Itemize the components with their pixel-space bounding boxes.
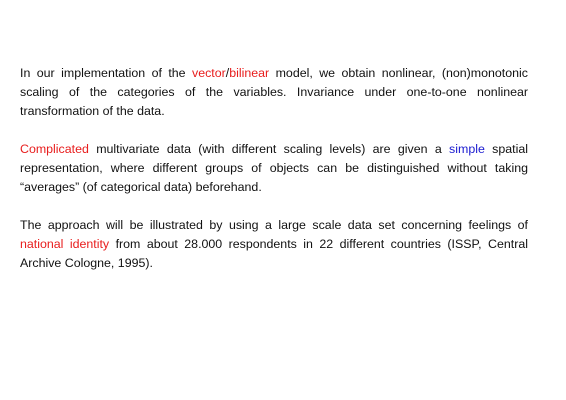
- text-segment: from about 28.000 respondents in 22 different countries (ISSP, Central Archive Cologne, 1995).: [20, 237, 528, 270]
- highlight-vector: vector: [192, 66, 226, 80]
- text-segment: model, we obtain nonlinear, (non)monotonic scaling of the categories of the variables. Invariance under one-to-one nonlinear transformation of the data.: [20, 66, 528, 118]
- highlight-national-identity: national identity: [20, 237, 110, 251]
- highlight-simple: simple: [449, 142, 485, 156]
- paragraph-illustration: [20, 216, 528, 273]
- paragraph-model-description: [20, 64, 528, 121]
- text-segment: /: [225, 66, 230, 80]
- text-segment: spatial representation, where different groups of objects can be distinguished without taking “averages” (of categorical data) beforehand.: [20, 142, 528, 194]
- paragraph-data-representation: [20, 140, 528, 197]
- highlight-complicated: Complicated: [20, 142, 89, 156]
- text-segment: multivariate data (with different scaling levels) are given a: [88, 142, 450, 156]
- text-segment: In our implementation of the: [20, 66, 193, 80]
- highlight-bilinear: bilinear: [229, 66, 270, 80]
- text-segment: The approach will be illustrated by using a large scale data set concerning feelings of: [20, 218, 528, 232]
- slide-body: [20, 64, 528, 292]
